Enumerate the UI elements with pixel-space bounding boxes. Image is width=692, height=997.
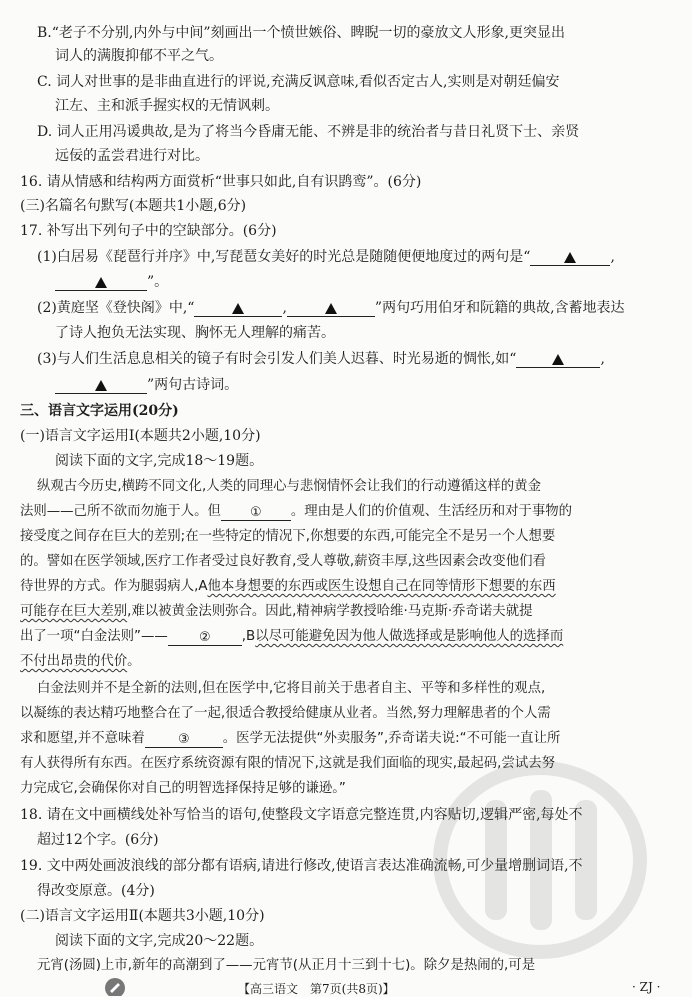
passage1-line3: 接受度之间存在巨大的差别;在一些特定的情况下,你想要的东西,可能完全不是另一个人想要 xyxy=(20,529,556,544)
option-b-line1: B.“老子不分别,内外与中间”刻画出一个愤世嫉俗、睥睨一切的豪放文人形象,更突显出 xyxy=(37,25,565,41)
question-19-line2: 得改变原意。(4分) xyxy=(37,883,155,899)
part-heading-language-use: 三、语言文字运用(20分) xyxy=(20,403,179,419)
passage1-line2: 法则——己所不欲而勿施于人。但 ① 。理由是人们的价值观、生活经历和对于事物的 xyxy=(20,504,573,520)
answer-blank[interactable] xyxy=(530,249,610,266)
question-17-part3-line2: ”两句古诗词。 xyxy=(55,376,238,394)
triangle-marker-icon xyxy=(564,252,576,263)
option-c-line2: 江左、主和派手握实权的无情讽刺。 xyxy=(55,98,279,114)
passage1-line1: 纵观古今历史,横跨不同文化,人类的同理心与悲悯情怀会让我们的行动遵循这样的黄金 xyxy=(37,479,541,494)
question-16: 16. 请从情感和结构两方面赏析“世事只如此,自有识鹍鸾”。(6分) xyxy=(20,174,422,190)
subsection-heading-2: (二)语言文字运用Ⅱ(本题共3小题,10分) xyxy=(20,908,265,924)
question-17-part1-line1: (1)白居易《琵琶行并序》中,写琵琶女美好的时光总是随随便便地度过的两句是“ , xyxy=(37,249,615,265)
option-d-line1: D. 词人正用冯谖典故,是为了将当今昏庸无能、不辨是非的统治者与昔日礼贤下士、亲贤 xyxy=(37,124,580,140)
fill-blank-3[interactable]: ③ xyxy=(145,731,223,748)
answer-blank[interactable] xyxy=(55,377,147,394)
passage1-line10: 以凝练的表达精巧地整合在了一起,很适合教授给健康从业者。当然,努力理解患者的个人需 xyxy=(20,706,551,721)
option-c-line1: C. 词人对世事的是非曲直进行的评说,充满反讽意味,看似否定古人,实则是对朝廷偏安 xyxy=(37,74,560,90)
answer-blank[interactable] xyxy=(287,300,375,317)
triangle-marker-icon xyxy=(95,380,107,391)
question-17-stem: 17. 补写出下列句子中的空缺部分。(6分) xyxy=(20,223,277,239)
triangle-marker-icon xyxy=(325,303,337,314)
passage1-line6: 可能存在巨大差别,难以被黄金法则弥合。因此,精神病学教授哈维·马克斯·乔奇诺夫就提 xyxy=(20,604,533,619)
reading-instruction-1: 阅读下面的文字,完成18～19题。 xyxy=(55,453,264,469)
passage1-line7: 出了一项“白金法则”—— ② ,B以尽可能避免因为他人做选择或是影响他人的选择而 xyxy=(20,629,564,645)
triangle-marker-icon xyxy=(552,354,564,365)
triangle-marker-icon xyxy=(232,303,244,314)
wavy-underline-a: 他本身想要的东西或医生设想自己在同等情形下想要的东西 xyxy=(207,579,556,594)
passage1-line11: 求和愿望,并不意味着 ③ 。医学无法提供“外卖服务”,乔奇诺夫说:“不可能一直让所 xyxy=(20,731,561,747)
answer-blank[interactable] xyxy=(55,274,147,291)
wavy-underline-b: 以尽可能避免因为他人做选择或是影响他人的选择而 xyxy=(255,629,564,644)
passage2-line1: 元宵(汤圆)上市,新年的高潮到了——元宵节(从正月十三到十七)。除夕是热闹的,可是 xyxy=(37,958,536,973)
subsection-heading-1: (一)语言文字运用Ⅰ(本题共2小题,10分) xyxy=(20,428,261,444)
footer-page-number: 【高三语文 第7页(共8页)】 xyxy=(238,982,395,996)
passage1-line5: 待世界的方式。作为腿弱病人,A他本身想要的东西或医生设想自己在同等情形下想要的东西 xyxy=(20,579,556,594)
section-heading-dictation: (三)名篇名句默写(本题共1小题,6分) xyxy=(20,198,247,214)
pencil-corner-icon xyxy=(104,976,126,996)
question-17-part1-line2: ”。 xyxy=(55,273,168,291)
passage1-line13: 力完成它,会确保你对自己的明智选择保持足够的谦逊。” xyxy=(20,781,346,796)
question-17-part2-line1: (2)黄庭坚《登快阁》中,“ , ”两句巧用伯牙和阮籍的典故,含蓄地表达 xyxy=(37,300,625,316)
footer-region-code: · ZJ · xyxy=(632,980,661,994)
triangle-marker-icon xyxy=(95,277,107,288)
passage1-line4: 的。譬如在医学领域,医疗工作者受过良好教育,受人尊敬,薪资丰厚,这些因素会改变他们看 xyxy=(20,554,546,569)
answer-blank[interactable] xyxy=(194,300,282,317)
seal-watermark-icon xyxy=(430,760,650,960)
reading-instruction-2: 阅读下面的文字,完成20～22题。 xyxy=(55,933,264,949)
question-17-part2-line2: 了诗人抱负无法实现、胸怀无人理解的痛苦。 xyxy=(55,325,335,341)
passage1-line12: 有人获得所有东西。在医疗系统资源有限的情况下,这就是我们面临的现实,最起码,尝试去努 xyxy=(20,756,556,771)
answer-blank[interactable] xyxy=(516,351,600,368)
passage1-line8: 不付出昂贵的代价。 xyxy=(20,654,141,669)
question-19-line1: 19. 文中两处画波浪线的部分都有语病,请进行修改,使语言表达准确流畅,可少量增删词语,不 xyxy=(20,858,583,874)
question-18-line1: 18. 请在文中画横线处补写恰当的语句,使整段文字语意完整连贯,内容贴切,逻辑严密,每处不 xyxy=(20,807,583,823)
passage1-line9: 白金法则并不是全新的法则,但在医学中,它将目前关于患者自主、平等和多样性的观点, xyxy=(37,681,546,696)
question-17-part3-line1: (3)与人们生活息息相关的镜子有时会引发人们美人迟暮、时光易逝的惆怅,如“ , xyxy=(37,351,605,367)
option-d-line2: 远佞的孟尝君进行对比。 xyxy=(55,148,209,164)
question-18-line2: 超过12个字。(6分) xyxy=(37,832,159,848)
fill-blank-1[interactable]: ① xyxy=(221,504,291,521)
fill-blank-2[interactable]: ② xyxy=(168,629,242,646)
option-b-line2: 词人的满腹抑郁不平之气。 xyxy=(55,48,223,64)
